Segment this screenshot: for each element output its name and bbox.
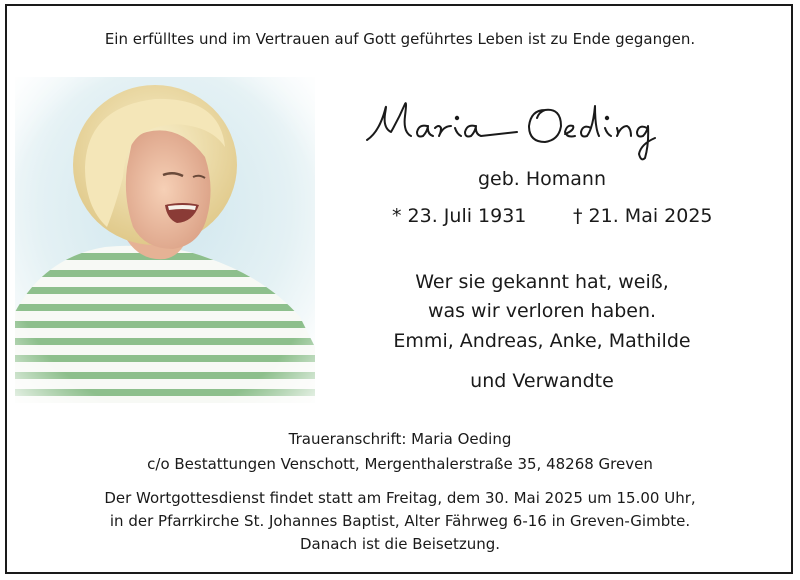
birth-date: * 23. Juli 1931 bbox=[392, 205, 527, 227]
condolence-address-line-1: Traueranschrift: Maria Oeding bbox=[288, 430, 512, 448]
service-info-line-1: Der Wortgottesdienst findet statt am Freitag, dem 30. Mai 2025 um 15.00 Uhr, bbox=[104, 489, 696, 507]
condolence-address-line-2: c/o Bestattungen Venschott, Mergenthalerstraße 35, 48268 Greven bbox=[147, 455, 653, 473]
quote-line-1: Wer sie gekannt hat, weiß, bbox=[415, 271, 669, 293]
deceased-name bbox=[355, 88, 755, 168]
relatives-line: und Verwandte bbox=[470, 370, 614, 392]
service-info-line-2: in der Pfarrkirche St. Johannes Baptist, Alter Fährweg 6-16 in Greven-Gimbte. bbox=[109, 512, 691, 530]
death-date: † 21. Mai 2025 bbox=[573, 205, 713, 227]
mourners-list: Emmi, Andreas, Anke, Mathilde bbox=[393, 330, 691, 352]
maiden-name: geb. Homann bbox=[477, 168, 607, 190]
intro-line: Ein erfülltes und im Vertrauen auf Gott geführtes Leben ist zu Ende gegangen. bbox=[104, 30, 696, 48]
service-info-line-3: Danach ist die Beisetzung. bbox=[299, 535, 501, 553]
quote-line-2: was wir verloren haben. bbox=[427, 300, 657, 322]
portrait-photo bbox=[15, 77, 315, 403]
